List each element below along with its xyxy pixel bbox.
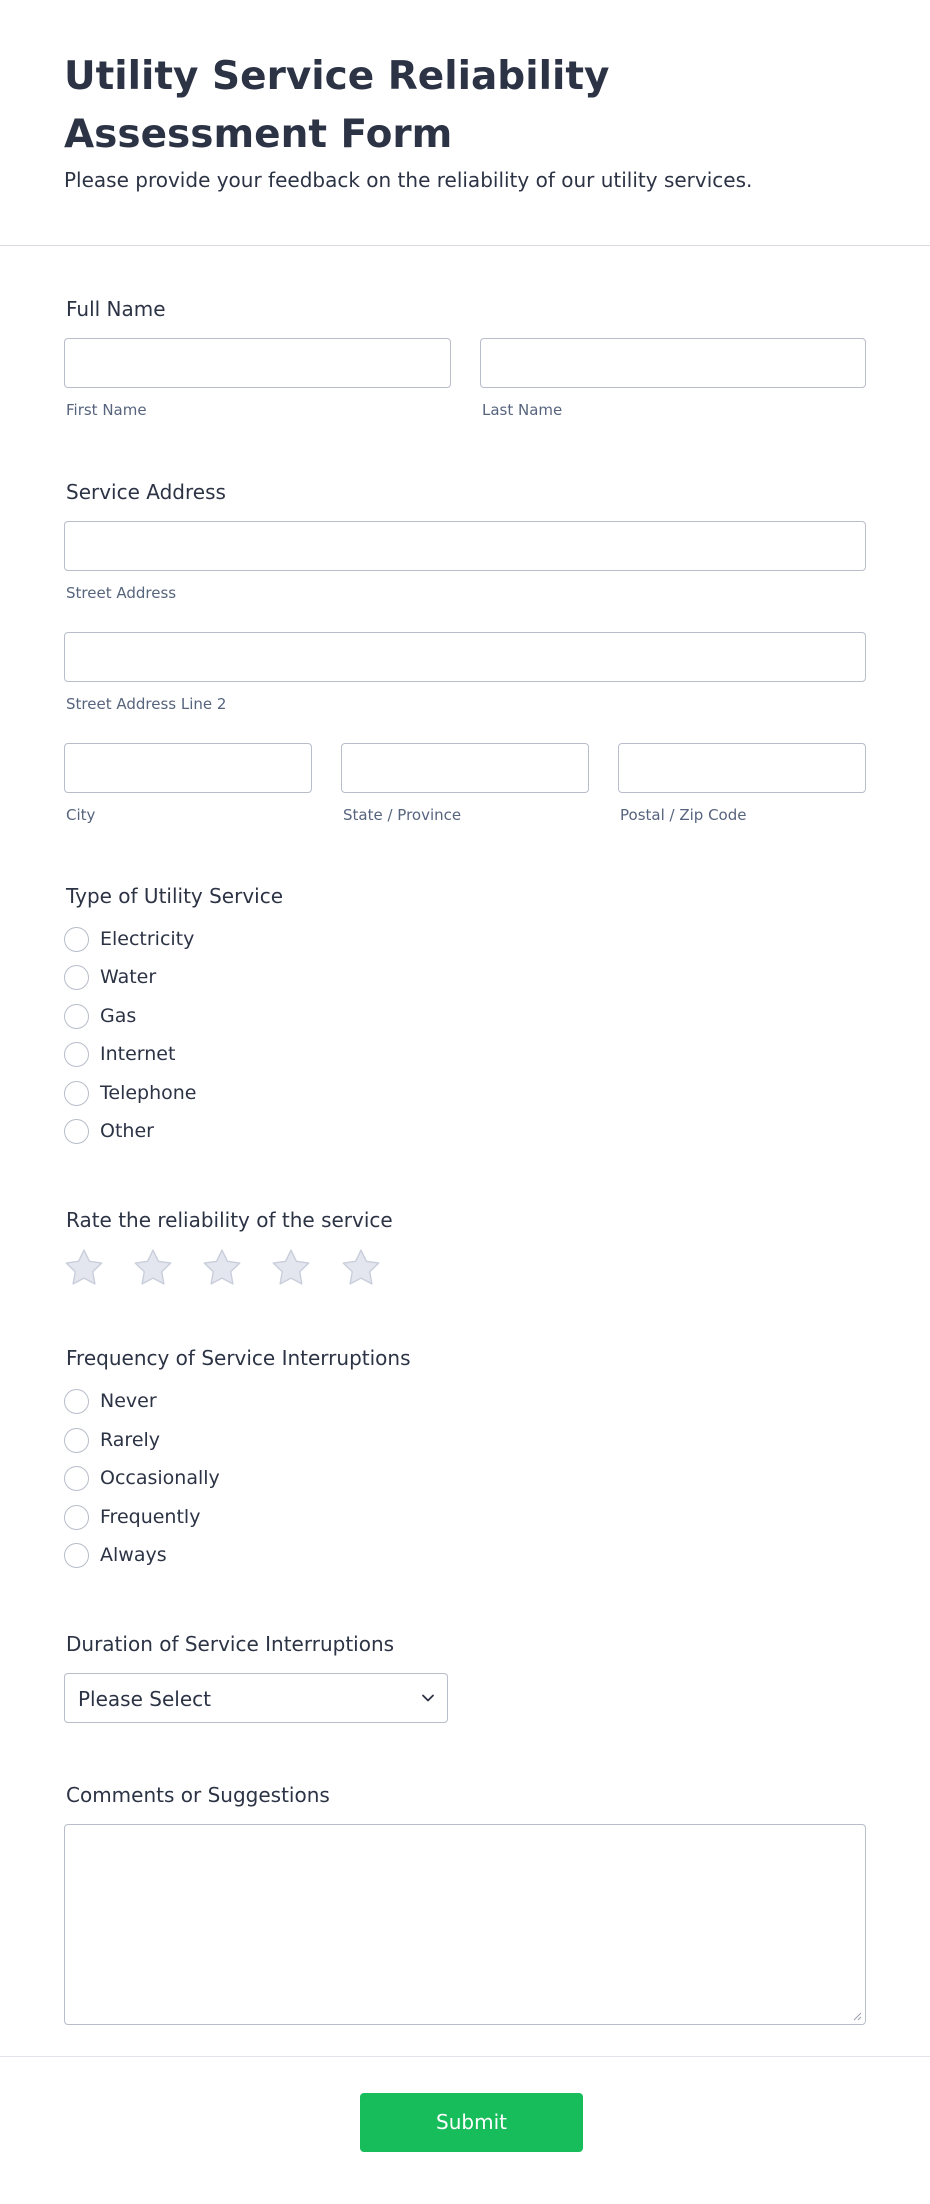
radio-label: Telephone xyxy=(100,1082,197,1104)
frequency-option-frequently[interactable] xyxy=(64,1504,200,1530)
street-address-input[interactable] xyxy=(64,521,866,571)
radio-label: Internet xyxy=(100,1043,176,1065)
radio-button[interactable] xyxy=(64,1466,89,1491)
radio-label: Gas xyxy=(100,1005,137,1027)
radio-button[interactable] xyxy=(64,965,89,990)
star-icon[interactable] xyxy=(63,1247,105,1289)
star-icon[interactable] xyxy=(270,1247,312,1289)
radio-button[interactable] xyxy=(64,1505,89,1530)
radio-button[interactable] xyxy=(64,1004,89,1029)
last-name-sublabel: Last Name xyxy=(482,401,563,419)
city-input[interactable] xyxy=(64,743,312,793)
state-sublabel: State / Province xyxy=(343,806,462,824)
street-address-line2-input[interactable] xyxy=(64,632,866,682)
radio-label: Occasionally xyxy=(100,1467,220,1489)
frequency-option-never[interactable] xyxy=(64,1388,157,1414)
resize-handle-icon[interactable] xyxy=(852,2011,862,2021)
utility-option-telephone[interactable] xyxy=(64,1080,197,1106)
footer-divider xyxy=(0,2056,930,2057)
interruption-duration-label: Duration of Service Interruptions xyxy=(66,1632,395,1656)
form-header xyxy=(0,0,930,246)
interruption-frequency-label: Frequency of Service Interruptions xyxy=(66,1346,411,1370)
postal-code-sublabel: Postal / Zip Code xyxy=(620,806,747,824)
radio-label: Electricity xyxy=(100,928,195,950)
utility-option-other[interactable] xyxy=(64,1118,154,1144)
utility-option-electricity[interactable] xyxy=(64,926,194,952)
first-name-sublabel: First Name xyxy=(66,401,147,419)
reliability-rating-label: Rate the reliability of the service xyxy=(66,1208,393,1232)
radio-label: Rarely xyxy=(100,1429,161,1451)
duration-select-value: Please Select xyxy=(78,1687,211,1711)
radio-button[interactable] xyxy=(64,1543,89,1568)
form-subtitle: Please provide your feedback on the reliability of our utility services. xyxy=(64,168,753,192)
street-address-sublabel: Street Address xyxy=(66,584,177,602)
star-icon[interactable] xyxy=(340,1247,382,1289)
comments-label: Comments or Suggestions xyxy=(66,1783,330,1807)
utility-option-gas[interactable] xyxy=(64,1003,136,1029)
submit-button[interactable]: Submit xyxy=(360,2093,583,2152)
frequency-option-always[interactable] xyxy=(64,1542,167,1568)
first-name-input[interactable] xyxy=(64,338,451,388)
full-name-label: Full Name xyxy=(66,297,166,321)
utility-option-internet[interactable] xyxy=(64,1041,175,1067)
radio-label: Frequently xyxy=(100,1506,201,1528)
radio-label: Never xyxy=(100,1390,157,1412)
frequency-option-rarely[interactable] xyxy=(64,1427,160,1453)
radio-button[interactable] xyxy=(64,927,89,952)
star-icon[interactable] xyxy=(132,1247,174,1289)
service-address-label: Service Address xyxy=(66,480,226,504)
utility-option-water[interactable] xyxy=(64,964,156,990)
radio-label: Always xyxy=(100,1544,167,1566)
last-name-input[interactable] xyxy=(480,338,866,388)
radio-button[interactable] xyxy=(64,1428,89,1453)
postal-code-input[interactable] xyxy=(618,743,866,793)
street-address-line2-sublabel: Street Address Line 2 xyxy=(66,695,227,713)
duration-select[interactable] xyxy=(64,1673,448,1723)
star-icon[interactable] xyxy=(201,1247,243,1289)
radio-label: Water xyxy=(100,966,157,988)
radio-button[interactable] xyxy=(64,1081,89,1106)
radio-button[interactable] xyxy=(64,1042,89,1067)
chevron-down-icon xyxy=(421,1691,435,1705)
radio-button[interactable] xyxy=(64,1389,89,1414)
comments-textarea[interactable] xyxy=(64,1824,866,2025)
frequency-option-occasionally[interactable] xyxy=(64,1465,220,1491)
state-input[interactable] xyxy=(341,743,589,793)
radio-button[interactable] xyxy=(64,1119,89,1144)
utility-type-label: Type of Utility Service xyxy=(66,884,284,908)
radio-label: Other xyxy=(100,1120,154,1142)
form-title: Utility Service Reliability Assessment Form xyxy=(64,54,610,157)
city-sublabel: City xyxy=(66,806,96,824)
